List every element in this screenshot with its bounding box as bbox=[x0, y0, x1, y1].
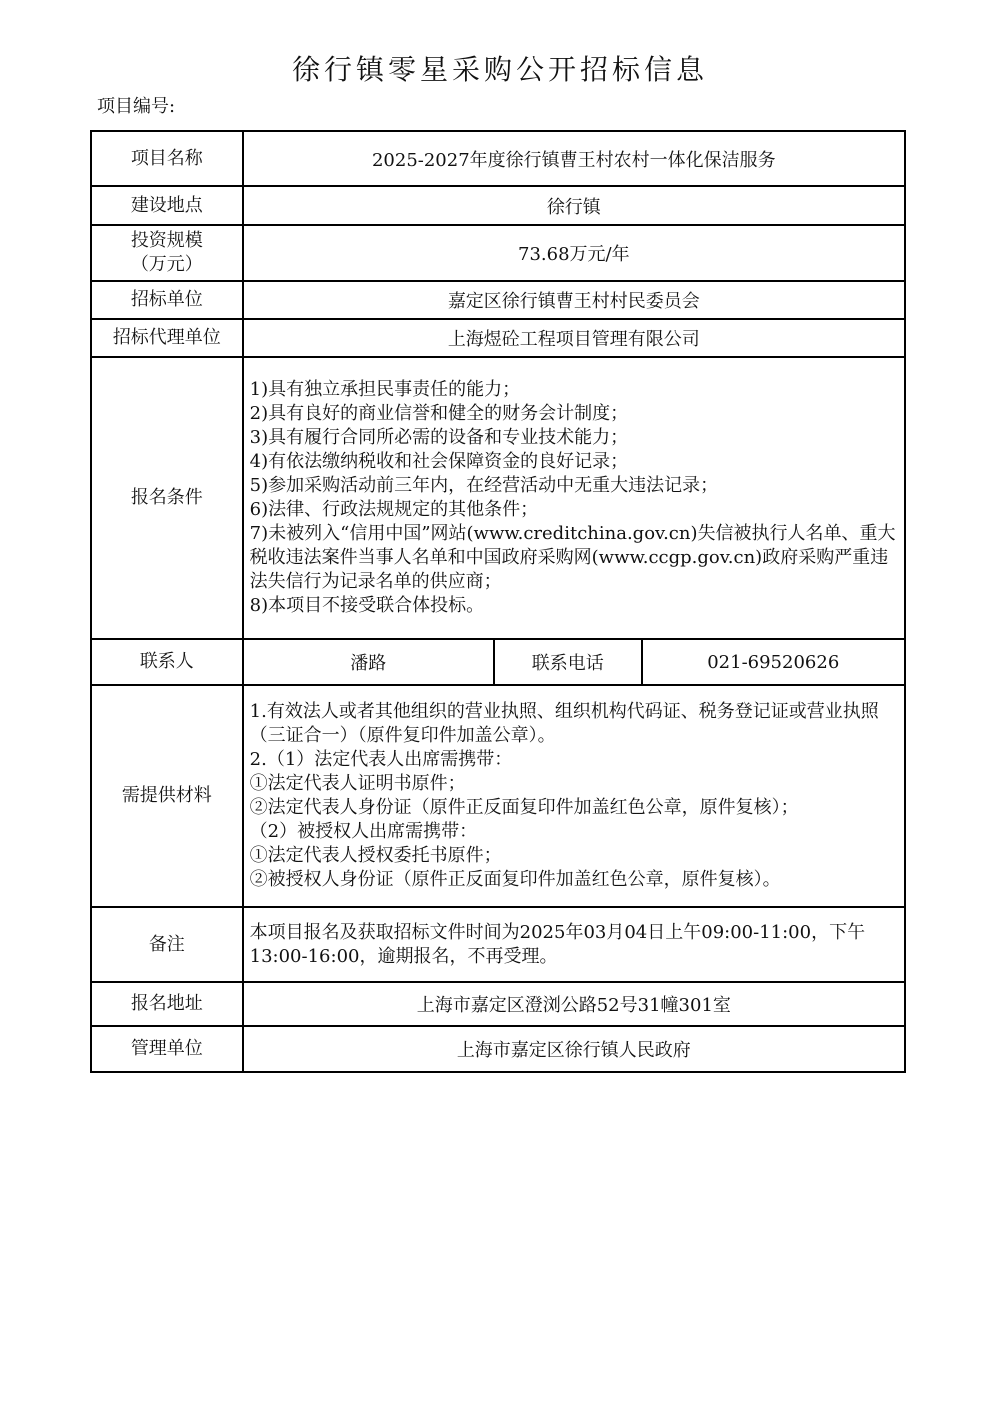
condition-item: 3)具有履行合同所必需的设备和专业技术能力； bbox=[249, 427, 629, 448]
agent-value: 上海煜砼工程项目管理有限公司 bbox=[243, 319, 905, 357]
material-item: ①法定代表人授权委托书原件； bbox=[249, 845, 502, 866]
remarks-label: 备注 bbox=[91, 907, 243, 982]
contact-phone: 021-69520626 bbox=[642, 639, 906, 685]
row-reg-address bbox=[91, 982, 905, 1026]
contact-name: 潘路 bbox=[243, 639, 494, 685]
condition-item: 1)具有独立承担民事责任的能力； bbox=[249, 379, 521, 400]
investment-value: 73.68万元/年 bbox=[243, 225, 905, 281]
agent-label: 招标代理单位 bbox=[91, 319, 243, 357]
condition-item: 6)法律、行政法规规定的其他条件； bbox=[249, 499, 539, 520]
management-value: 上海市嘉定区徐行镇人民政府 bbox=[243, 1026, 905, 1072]
location-label: 建设地点 bbox=[91, 186, 243, 225]
row-investment bbox=[91, 225, 905, 281]
conditions-list bbox=[243, 357, 905, 639]
material-item: ②法定代表人身份证（原件正反面复印件加盖红色公章，原件复核）； bbox=[249, 797, 799, 818]
contact-phone-label: 联系电话 bbox=[494, 639, 642, 685]
row-remarks bbox=[91, 907, 905, 982]
project-number-label: 项目编号: bbox=[97, 96, 176, 117]
material-item: （2）被授权人出席需携带： bbox=[249, 821, 478, 842]
material-item: 2.（1）法定代表人出席需携带： bbox=[249, 749, 513, 770]
project-name-value: 2025-2027年度徐行镇曹王村农村一体化保洁服务 bbox=[243, 131, 905, 186]
investment-label-line1: 投资规模 bbox=[130, 230, 203, 251]
contact-label: 联系人 bbox=[91, 639, 243, 685]
tender-unit-label: 招标单位 bbox=[91, 281, 243, 319]
condition-item: 2)具有良好的商业信誉和健全的财务会计制度； bbox=[249, 403, 629, 424]
condition-item: 5)参加采购活动前三年内，在经营活动中无重大违法记录； bbox=[249, 475, 719, 496]
material-item: ②被授权人身份证（原件正反面复印件加盖红色公章，原件复核）。 bbox=[249, 869, 781, 890]
row-agent bbox=[91, 319, 905, 357]
reg-address-label: 报名地址 bbox=[91, 982, 243, 1026]
reg-address-value: 上海市嘉定区澄浏公路52号31幢301室 bbox=[243, 982, 905, 1026]
remarks-value: 本项目报名及获取招标文件时间为2025年03月04日上午09:00-11:00，下午13:00-16:00，逾期报名，不再受理。 bbox=[243, 907, 905, 982]
row-management bbox=[91, 1026, 905, 1072]
tender-info-table bbox=[90, 130, 906, 1073]
project-name-label: 项目名称 bbox=[91, 131, 243, 186]
row-tender-unit bbox=[91, 281, 905, 319]
tender-unit-value: 嘉定区徐行镇曹王村村民委员会 bbox=[243, 281, 905, 319]
materials-label: 需提供材料 bbox=[91, 685, 243, 907]
condition-item: 4)有依法缴纳税收和社会保障资金的良好记录； bbox=[249, 451, 629, 472]
investment-label-line2: （万元） bbox=[130, 254, 203, 275]
condition-item: 7)未被列入“信用中国”网站(www.creditchina.gov.cn)失信被执行人名单、重大税收违法案件当事人名单和中国政府采购网(www.ccgp.gov.cn)政府采购严重违法失信行为记录名单的供应商； bbox=[249, 523, 896, 592]
row-project-name bbox=[91, 131, 905, 186]
conditions-label: 报名条件 bbox=[91, 357, 243, 639]
management-label: 管理单位 bbox=[91, 1026, 243, 1072]
row-location bbox=[91, 186, 905, 225]
row-contact bbox=[91, 639, 905, 685]
materials-list bbox=[243, 685, 905, 907]
investment-label bbox=[91, 225, 243, 281]
page-title: 徐行镇零星采购公开招标信息 bbox=[291, 53, 708, 86]
material-item: 1.有效法人或者其他组织的营业执照、组织机构代码证、税务登记证或营业执照（三证合一）（原件复印件加盖公章）。 bbox=[249, 701, 879, 746]
condition-item: 8)本项目不接受联合体投标。 bbox=[249, 595, 485, 616]
row-materials bbox=[91, 685, 905, 907]
material-item: ①法定代表人证明书原件； bbox=[249, 773, 466, 794]
location-value: 徐行镇 bbox=[243, 186, 905, 225]
row-conditions bbox=[91, 357, 905, 639]
